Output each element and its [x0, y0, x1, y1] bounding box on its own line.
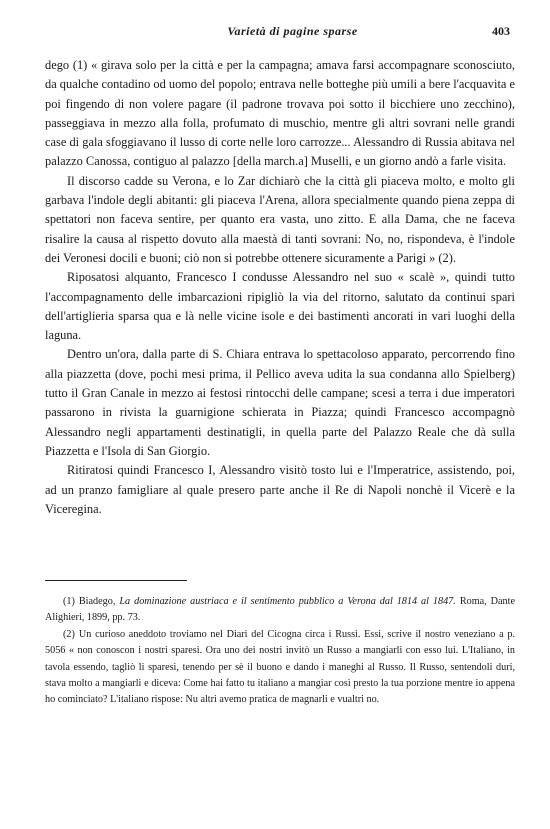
footnote-rule — [45, 580, 187, 581]
footnote-2-text: Un curioso aneddoto troviamo nel Diari del Cicogna circa i Russi. Essi, scrive il nostro veneziano a p. 5056 « non conoscon i nostri sparesi. Ora uno dei nostri invitò un Russo a mangiarli con esso lui. L'Italiano, in tavola essendo, tagliò li sparesi, tenendo per sè il buono e dando i maneghi al Russo. Il Russo, sentendoli duri, stava molto a mangiarli e diceva: Come hai fatto tu italiano a mangiar così presto la tua porzione mentre io appena ho cominciato? L'italiano rispose: Nu altri avemo pratica de magnarli e vualtri no. — [45, 628, 515, 706]
footnote-1-author: Biadego, — [78, 596, 116, 607]
paragraph-5: Ritiratosi quindi Francesco I, Alessandro visitò tosto lui e l'Imperatrice, assistendo, poi, ad un pranzo famigliare al quale presero parte anche il Re di Napoli nonchè il Vicerè e la Viceregina. — [45, 463, 515, 516]
footnote-2 — [45, 627, 515, 709]
footnote-1-title: La dominazione austriaca e il sentimento pubblico a Verona dal 1814 al 1847. — [119, 596, 456, 607]
footnote-1 — [45, 594, 515, 627]
running-title: Varietà di pagine sparse — [227, 24, 358, 38]
footnote-2-marker: (2) — [63, 628, 75, 640]
paragraph-3: Riposatosi alquanto, Francesco I condusse Alessandro nel suo « scalè », quindi tutto l'accompagnamento delle imbarcazioni ripigliò la via del ritorno, salutato da continui spari dell'artiglieria sparsa qua e là nelle vicine isole e dei bastimenti ancorati in vari luoghi della laguna. — [45, 270, 515, 343]
footnote-1-rest: Roma, Dante Alighieri, 1899, pp. 73. — [45, 596, 515, 624]
main-text — [45, 56, 515, 519]
footnote-1-marker: (1) — [63, 596, 75, 607]
page-number: 403 — [492, 24, 510, 38]
page-header — [75, 24, 510, 42]
paragraph-4: Dentro un'ora, dalla parte di S. Chiara entrava lo spettacoloso apparato, percorrendo fino alla piazzetta (dove, pochi mesi prima, il Pellico aveva udita la sua condanna allo Spielberg) tutto il Gran Canale in mezzo ai festosi rintocchi delle campane; scesi a terra i due imperatori passarono in rivista la guarnigione schierata in Piazza; quindi Francesco accompagnò Alessandro negli appartamenti destinatigli, in quella parte del Palazzo Reale che dà sulla Piazzetta e l'Isola di San Giorgio. — [45, 347, 515, 458]
paragraph-1: dego (1) « girava solo per la città e per la campagna; amava farsi accompagnare sconosciuto, da qualche contadino od uomo del popolo; entrava nelle botteghe più umili a bere l'acquavita e poi fingendo di non volere pagare (il padrone trovava poi sotto il bicchiere uno zecchino), passeggiava in mezzo alla folla, profumato di muschio, mentre gli altri sovrani nelle grandi case di gala sfoggiavano il lusso di corte nelle loro carrozze... Alessandro di Russia abitava nel palazzo Canossa, contiguo al palazzo [della march.a] Muselli, e un giorno andò a farle visita. — [45, 58, 515, 169]
footnotes — [45, 594, 515, 709]
paragraph-2: Il discorso cadde su Verona, e lo Zar dichiarò che la città gli piaceva molto, e molto gli garbava l'indole degli abitanti: gli piaceva l'Arena, allora specialmente quando piena zeppa di spettatori non faceva sentire, per quanto era vasta, uno zitto. E alla Dama, che ne faceva risalire la causa al rispetto dovuto alla maestà di tanti sovrani: No, no, rispondeva, è l'indole dei Veronesi docili e buoni; ciò non si potrebbe ottenere sicuramente a Parigi » (2). — [45, 173, 515, 265]
